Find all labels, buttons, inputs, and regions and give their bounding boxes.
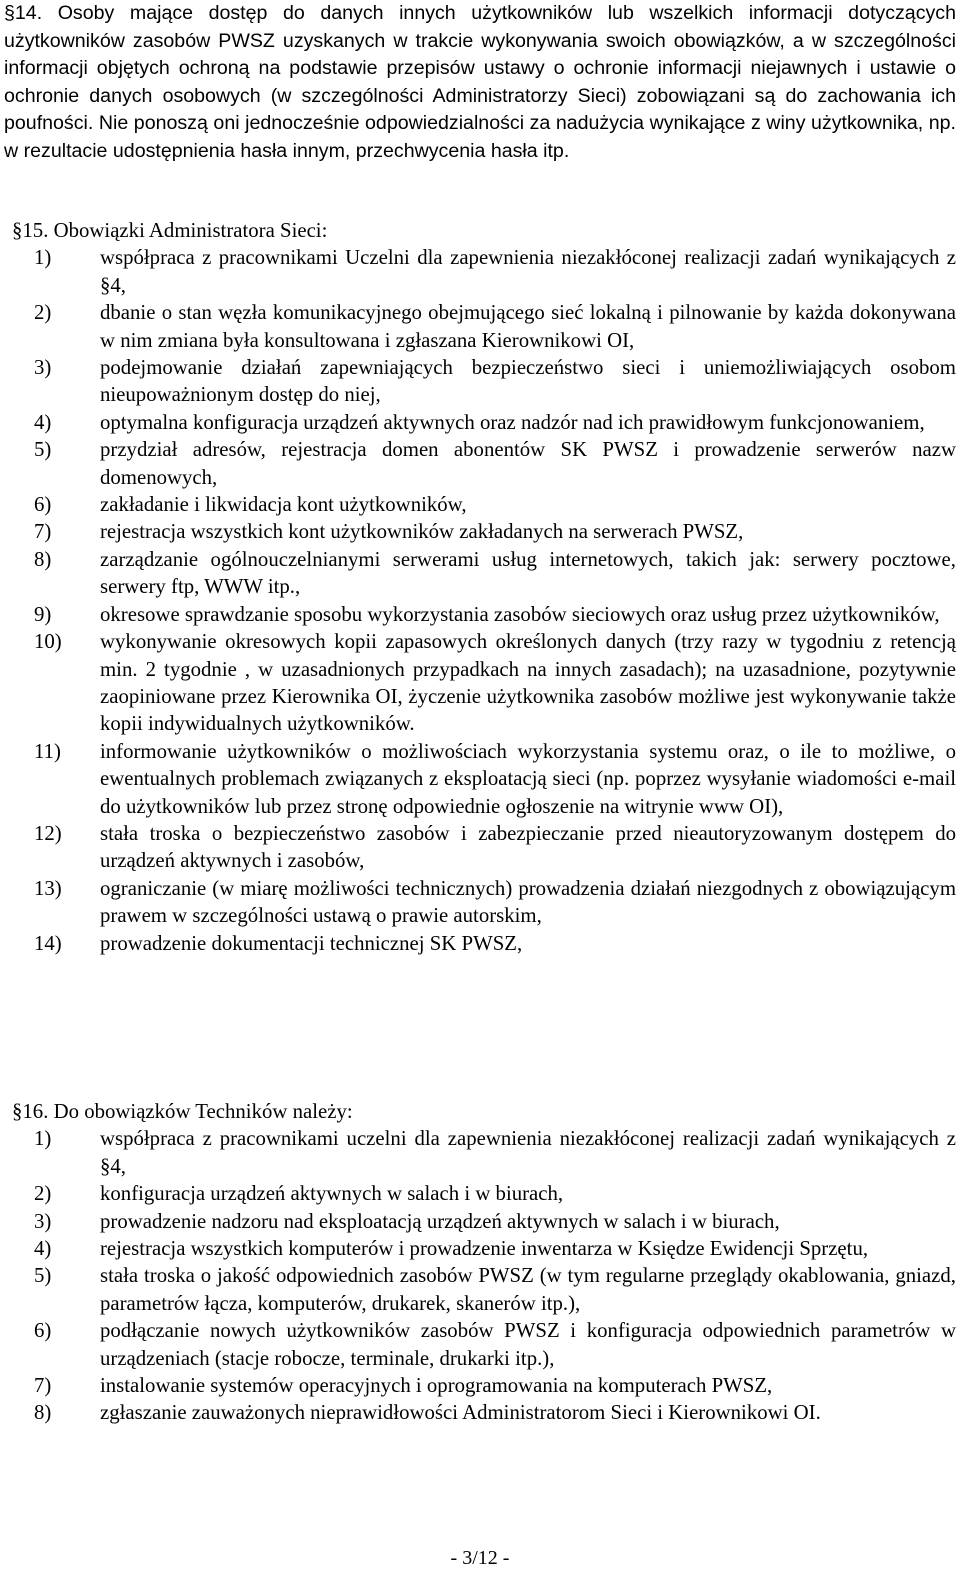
list-item <box>4 1399 956 1426</box>
list-item-text: stała troska o bezpieczeństwo zasobów i zabezpieczanie przed nieautoryzowanym dostępem do urządzeń aktywnych i zasobów, <box>100 821 956 873</box>
list-item-text: zakładanie i likwidacja kont użytkowników, <box>100 493 467 517</box>
list-item-text: informowanie użytkowników o możliwościach wykorzystania systemu oraz, o ile to możliwe, o ewentualnych problemach związanych z eksploatacją sieci (np. poprzez wysyłanie wiadomości e-mail do użytkowników lub przez stronę odpowiednie ogłoszenie na witrynie www OI), <box>100 739 956 818</box>
list-item <box>4 930 956 957</box>
list-item <box>4 354 956 409</box>
section-16-heading: §16. Do obowiązków Techników należy: <box>12 1100 353 1123</box>
list-item-text: zgłaszanie zauważonych nieprawidłowości Administratorom Sieci i Kierownikowi OI. <box>100 1401 821 1425</box>
list-item <box>4 1208 956 1235</box>
section-15-heading: §15. Obowiązki Administratora Sieci: <box>12 219 328 242</box>
list-item-text: ograniczanie (w miarę możliwości technicznych) prowadzenia działań niezgodnych z obowiązującym prawem w szczególności ustawą o prawie autorskim, <box>100 876 956 928</box>
list-item-text: przydział adresów, rejestracja domen abonentów SK PWSZ i prowadzenie serwerów nazw domenowych, <box>100 438 956 489</box>
section-14-paragraph: §14. Osoby mające dostęp do danych innych użytkowników lub wszelkich informacji dotyczących użytkowników zasobów PWSZ uzyskanych w trakcie wykonywania swoich obowiązków, a w szczególności informacji objętych ochroną na podstawie przepisów ustawy o ochronie informacji niejawnych i ustawie o ochronie danych osobowych (w szczególności Administratorzy Sieci) zobowiązani są do zachowania ich poufności. Nie ponoszą oni jednocześnie odpowiedzialności za nadużycia wynikające z winy użytkownika, np. w rezultacie udostępnienia hasła innym, przechwycenia hasła itp. <box>4 2 956 162</box>
list-item-number: 8) <box>34 547 52 571</box>
list-item <box>4 1235 956 1262</box>
list-item <box>4 409 956 436</box>
list-item-number: 1) <box>34 246 52 270</box>
list-item <box>4 299 956 354</box>
list-item <box>4 628 956 738</box>
list-item <box>4 518 956 545</box>
list-item <box>4 1125 956 1180</box>
list-item-text: rejestracja wszystkich komputerów i prowadzenie inwentarza w Księdze Ewidencji Sprzętu, <box>100 1237 869 1261</box>
list-item-number: 9) <box>34 602 52 626</box>
list-item-number: 5) <box>34 1264 52 1288</box>
list-item-text: współpraca z pracownikami uczelni dla zapewnienia niezakłóconej realizacji zadań wynikających z §4, <box>100 1127 956 1178</box>
list-item-number: 4) <box>34 410 52 434</box>
list-item-number: 3) <box>34 1209 52 1233</box>
list-item <box>4 738 956 820</box>
list-item-text: stała troska o jakość odpowiednich zasobów PWSZ (w tym regularne przeglądy okablowania, gniazd, parametrów łącza, komputerów, drukarek, skanerów itp.), <box>100 1264 956 1315</box>
list-item <box>4 875 956 930</box>
list-item-number: 8) <box>34 1401 52 1425</box>
list-item-text: dbanie o stan węzła komunikacyjnego obejmującego sieć lokalną i pilnowanie by każda dokonywana w nim zmiana była konsultowana i zgłaszana Kierownikowi OI, <box>100 301 956 352</box>
list-item-text: prowadzenie nadzoru nad eksploatacją urządzeń aktywnych w salach i w biurach, <box>100 1209 780 1233</box>
list-item-text: podejmowanie działań zapewniających bezpieczeństwo sieci i uniemożliwiających osobom nieupoważnionym dostęp do niej, <box>100 356 956 407</box>
list-item-number: 6) <box>34 493 52 517</box>
list-item-text: rejestracja wszystkich kont użytkowników zakładanych na serwerach PWSZ, <box>100 520 744 544</box>
list-item-number: 2) <box>34 1182 52 1206</box>
list-item-number: 7) <box>34 520 52 544</box>
list-item <box>4 491 956 518</box>
list-item-text: współpraca z pracownikami Uczelni dla zapewnienia niezakłóconej realizacji zadań wynikających z §4, <box>100 246 956 297</box>
list-item-number: 3) <box>34 356 52 380</box>
list-item-number: 14) <box>34 931 62 955</box>
list-item-number: 6) <box>34 1319 52 1343</box>
list-item <box>4 1262 956 1317</box>
list-item <box>4 436 956 491</box>
list-item <box>4 546 956 601</box>
list-item-number: 5) <box>34 438 52 462</box>
section-15 <box>4 217 956 957</box>
list-item <box>4 820 956 875</box>
list-item-text: optymalna konfiguracja urządzeń aktywnych oraz nadzór nad ich prawidłowym funkcjonowaniem, <box>100 410 925 434</box>
list-item <box>4 244 956 299</box>
list-item-text: instalowanie systemów operacyjnych i oprogramowania na komputerach PWSZ, <box>100 1374 773 1398</box>
list-item-text: wykonywanie okresowych kopii zapasowych określonych danych (trzy razy w tygodniu z retencją min. 2 tygodnie , w uzasadnionych przypadkach na innych zasadach); na uzasadnione, pozytywnie zaopiniowane przez Kierownika OI, życzenie użytkownika zasobów możliwe jest wykonywanie także kopii indywidualnych użytkowników. <box>100 630 956 736</box>
list-item-number: 7) <box>34 1374 52 1398</box>
list-item-text: okresowe sprawdzanie sposobu wykorzystania zasobów sieciowych oraz usług przez użytkowników, <box>100 602 940 626</box>
list-item-text: podłączanie nowych użytkowników zasobów PWSZ i konfiguracja odpowiednich parametrów w urządzeniach (stacje robocze, terminale, drukarki itp.), <box>100 1319 956 1370</box>
list-item-number: 1) <box>34 1127 52 1151</box>
list-item-number: 4) <box>34 1237 52 1261</box>
list-item-number: 2) <box>34 301 52 325</box>
list-item-number: 12) <box>34 821 62 845</box>
list-item <box>4 601 956 628</box>
list-item-number: 10) <box>34 630 62 654</box>
section-16 <box>4 1098 956 1427</box>
list-item <box>4 1317 956 1372</box>
list-item-number: 13) <box>34 876 62 900</box>
page-number: - 3/12 - <box>450 1547 510 1569</box>
list-item <box>4 1180 956 1207</box>
section-15-list <box>4 244 956 957</box>
list-item-number: 11) <box>34 739 61 763</box>
list-item-text: prowadzenie dokumentacji technicznej SK PWSZ, <box>100 931 523 955</box>
list-item-text: zarządzanie ogólnouczelnianymi serwerami usług internetowych, takich jak: serwery pocztowe, serwery ftp, WWW itp., <box>100 547 956 599</box>
list-item <box>4 1372 956 1399</box>
list-item-text: konfiguracja urządzeń aktywnych w salach i w biurach, <box>100 1182 564 1206</box>
section-16-list <box>4 1125 956 1426</box>
